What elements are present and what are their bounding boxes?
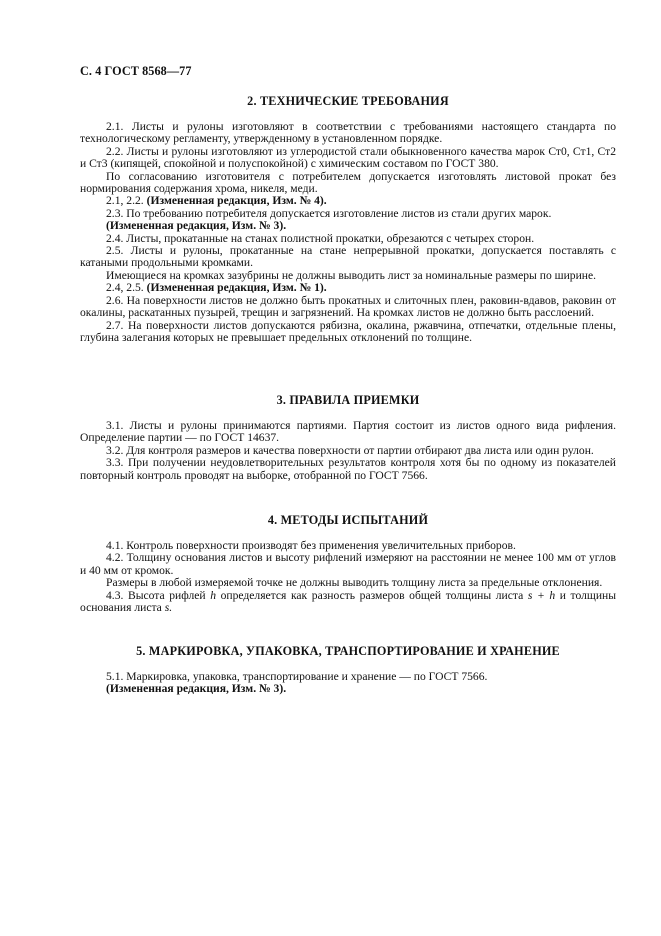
paragraph-2-2-note: По согласованию изготовителя с потребителем допускается изготовлять листовой прокат без нормирования содержания хрома, никеля, меди.: [80, 169, 616, 196]
section-4-title: 4. МЕТОДЫ ИСПЫТАНИЙ: [267, 513, 429, 527]
paragraph-2-5: 2.5. Листы и рулоны, прокатанные на стане непрерывной прокатки, допускается поставлять с катаными продольными кромками.: [80, 244, 616, 270]
paragraph-2-7: 2.7. На поверхности листов допускаются рябизна, окалина, ржавчина, отпечатки, отдельные плены, глубина залегания которых не превышает предельных отклонений по толщине.: [80, 318, 616, 344]
paragraph-2-3: 2.3. По требованию потребителя допускается изготовление листов из стали других марок.: [106, 206, 552, 220]
amendment-2-4-2-5: 2.4, 2.5. (Измененная редакция, Изм. № 1).: [106, 281, 327, 295]
section-4-body: [80, 540, 616, 614]
amendment-5-1: (Измененная редакция, Изм. № 3).: [106, 682, 287, 696]
section-5-body: [80, 671, 616, 696]
paragraph-4-1: 4.1. Контроль поверхности производят без применения увеличительных приборов.: [106, 539, 516, 552]
paragraph-3-3: 3.3. При получении неудовлетворительных результатов контроля хотя бы по одному из показателей повторный контроль проводят на выборке, отобранной по ГОСТ 7566.: [80, 456, 616, 482]
paragraph-2-6: 2.6. На поверхности листов не должно быть прокатных и слиточных плен, раковин-вдавов, раковин от окалины, раскатанных пузырей, трещин и загрязнений. На кромках листов не должно быть расслоений.: [80, 293, 616, 320]
paragraph-3-2: 3.2. Для контроля размеров и качества поверхности от партии отбирают два листа или один рулон.: [106, 443, 594, 457]
paragraph-2-5-note: Имеющиеся на кромках зазубрины не должны выводить лист за номинальные размеры по ширине.: [106, 268, 597, 282]
paragraph-2-2: 2.2. Листы и рулоны изготовляют из углеродистой стали обыкновенного качества марок Ст0, Ст1, Ст2 и Ст3 (кипящей, спокойной и полуспокойной) с химическим составом по ГОСТ 380.: [80, 144, 616, 171]
section-5-title: 5. МАРКИРОВКА, УПАКОВКА, ТРАНСПОРТИРОВАНИЕ И ХРАНЕНИЕ: [136, 644, 560, 658]
section-2-body: [80, 121, 616, 344]
paragraph-4-2: 4.2. Толщину основания листов и высоту рифлений измеряют на расстоянии не менее 100 мм от углов и 40 мм от кромок.: [80, 551, 616, 577]
paragraph-5-1: 5.1. Маркировка, упаковка, транспортирование и хранение — по ГОСТ 7566.: [106, 670, 488, 683]
paragraph-4-2-note: Размеры в любой измеряемой точке не должны выводить толщину листа за предельные отклонения.: [106, 576, 603, 590]
formula-s-plus-h: s + h: [527, 588, 556, 602]
paragraph-4-3: 4.3. Высота рифлей h определяется как разность размеров общей толщины листа s + h и толщины основания листа s.: [80, 588, 617, 615]
section-3-body: [80, 420, 616, 482]
paragraph-2-1: 2.1. Листы и рулоны изготовляют в соответствии с требованиями настоящего стандарта по технологическому регламенту, утвержденному в установленном порядке.: [80, 120, 616, 146]
amendment-2-1-2-2: 2.1, 2.2. (Измененная редакция, Изм. № 4).: [106, 194, 327, 208]
paragraph-3-1: 3.1. Листы и рулоны принимаются партиями. Партия состоит из листов одного вида рифления. Определение партии — по ГОСТ 14637.: [80, 419, 616, 445]
formula-s: s.: [164, 601, 173, 615]
page-header: С. 4 ГОСТ 8568—77: [80, 64, 192, 78]
section-3-title: 3. ПРАВИЛА ПРИЕМКИ: [276, 393, 420, 407]
formula-h: h: [210, 588, 216, 602]
section-2-title: 2. ТЕХНИЧЕСКИЕ ТРЕБОВАНИЯ: [247, 94, 449, 108]
paragraph-2-4: 2.4. Листы, прокатанные на станах полистной прокатки, обрезаются с четырех сторон.: [106, 231, 535, 245]
amendment-2-3: (Измененная редакция, Изм. № 3).: [106, 219, 287, 233]
